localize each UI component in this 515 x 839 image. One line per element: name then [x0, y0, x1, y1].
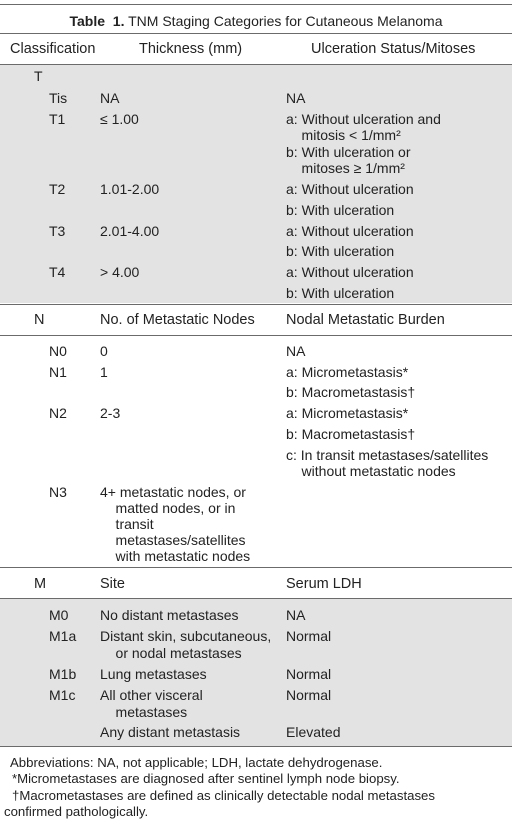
row-n2-burden-c-cont: without metastatic nodes: [286, 463, 456, 479]
row-any-site: Any distant metastasis: [100, 724, 241, 740]
footnote-macrometastases: †Macrometastases are defined as clinically detectable nodal metastases: [12, 788, 435, 803]
row-t1-status-a-cont: mitosis < 1/mm²: [286, 127, 401, 143]
m-section-label: M: [34, 576, 47, 592]
row-n1-class: N1: [49, 364, 67, 380]
n-section-col2: No. of Metastatic Nodes: [100, 312, 255, 328]
row-n2-nodes: 2-3: [100, 405, 121, 421]
row-m0-ldh: NA: [286, 607, 306, 623]
row-m1c-site-1: All other visceral: [100, 687, 203, 703]
rule-m-top: [0, 567, 512, 568]
row-n2-burden-c: c: In transit metastases/satellites: [286, 447, 489, 463]
row-n2-burden-b: b: Macrometastasis†: [286, 426, 416, 442]
n-section-col3: Nodal Metastatic Burden: [286, 312, 445, 328]
m-section-col2: Site: [100, 576, 125, 592]
m-section-band: [0, 598, 512, 746]
row-n0-class: N0: [49, 343, 67, 359]
row-t2-thickness: 1.01-2.00: [100, 181, 160, 197]
rule-bottom: [0, 746, 512, 747]
row-m1a-class: M1a: [49, 628, 77, 644]
row-n3-nodes-5: with metastatic nodes: [100, 548, 251, 564]
row-n2-class: N2: [49, 405, 67, 421]
t-section-label: T: [34, 68, 43, 84]
row-n0-nodes: 0: [100, 343, 108, 359]
row-t4-class: T4: [49, 264, 66, 280]
row-m1a-ldh: Normal: [286, 628, 332, 644]
row-t1-status-b: b: With ulceration or: [286, 144, 411, 160]
row-n0-burden: NA: [286, 343, 306, 359]
row-m1a-site-2: or nodal metastases: [100, 645, 242, 661]
row-n1-burden-b: b: Macrometastasis†: [286, 384, 416, 400]
row-t4-status-b: b: With ulceration: [286, 285, 395, 301]
row-m1c-class: M1c: [49, 687, 76, 703]
row-t1-class: T1: [49, 111, 66, 127]
row-m0-site: No distant metastases: [100, 607, 239, 623]
row-t3-thickness: 2.01-4.00: [100, 223, 160, 239]
row-t3-class: T3: [49, 223, 66, 239]
row-tis-thickness: NA: [100, 90, 120, 106]
footnote-micrometastases: *Micrometastases are diagnosed after sentinel lymph node biopsy.: [12, 771, 400, 786]
row-n3-nodes-4: metastases/satellites: [100, 532, 246, 548]
row-t1-status-a: a: Without ulceration and: [286, 111, 441, 127]
row-t1-thickness: ≤ 1.00: [100, 111, 139, 127]
row-t2-status-b: b: With ulceration: [286, 202, 395, 218]
row-m1b-site: Lung metastases: [100, 666, 207, 682]
table-title-text: TNM Staging Categories for Cutaneous Melanoma: [128, 13, 443, 29]
footnote-macrometastases-cont: confirmed pathologically.: [4, 804, 149, 819]
row-n3-nodes-3: transit: [100, 516, 154, 532]
row-t2-class: T2: [49, 181, 66, 197]
row-m1c-site-2: metastases: [100, 704, 188, 720]
m-section-col3: Serum LDH: [286, 576, 362, 592]
table-title: [0, 13, 512, 29]
row-tis-class: Tis: [49, 90, 68, 106]
row-n3-class: N3: [49, 484, 67, 500]
table-title-number: 1.: [112, 13, 125, 29]
rule-n-bottom: [0, 335, 512, 336]
t-section-band: [0, 64, 512, 303]
row-tis-status: NA: [286, 90, 306, 106]
row-t1-status-b-cont: mitoses ≥ 1/mm²: [286, 160, 405, 176]
row-m1b-class: M1b: [49, 666, 77, 682]
row-t4-status-a: a: Without ulceration: [286, 264, 414, 280]
row-m0-class: M0: [49, 607, 69, 623]
header-classification: Classification: [10, 41, 96, 57]
rule-header: [0, 64, 512, 65]
row-m1a-site-1: Distant skin, subcutaneous,: [100, 628, 272, 644]
row-n3-nodes-2: matted nodes, or in: [100, 500, 236, 516]
n-section-label: N: [34, 312, 45, 328]
row-n1-nodes: 1: [100, 364, 108, 380]
header-thickness: Thickness (mm): [139, 41, 243, 57]
table-title-prefix: Table: [69, 13, 106, 29]
rule-n-top: [0, 304, 512, 305]
row-m1c-ldh: Normal: [286, 687, 332, 703]
row-n2-burden-a: a: Micrometastasis*: [286, 405, 409, 421]
row-t3-status-a: a: Without ulceration: [286, 223, 414, 239]
footnote-abbreviations: Abbreviations: NA, not applicable; LDH, lactate dehydrogenase.: [10, 755, 383, 770]
row-n3-nodes-1: 4+ metastatic nodes, or: [100, 484, 246, 500]
rule-top: [0, 4, 512, 5]
row-any-ldh: Elevated: [286, 724, 341, 740]
row-n1-burden-a: a: Micrometastasis*: [286, 364, 409, 380]
rule-title: [0, 33, 512, 34]
row-t2-status-a: a: Without ulceration: [286, 181, 414, 197]
row-t3-status-b: b: With ulceration: [286, 243, 395, 259]
row-m1b-ldh: Normal: [286, 666, 332, 682]
rule-m-bottom: [0, 598, 512, 599]
row-t4-thickness: > 4.00: [100, 264, 140, 280]
header-ulceration: Ulceration Status/Mitoses: [311, 41, 476, 57]
